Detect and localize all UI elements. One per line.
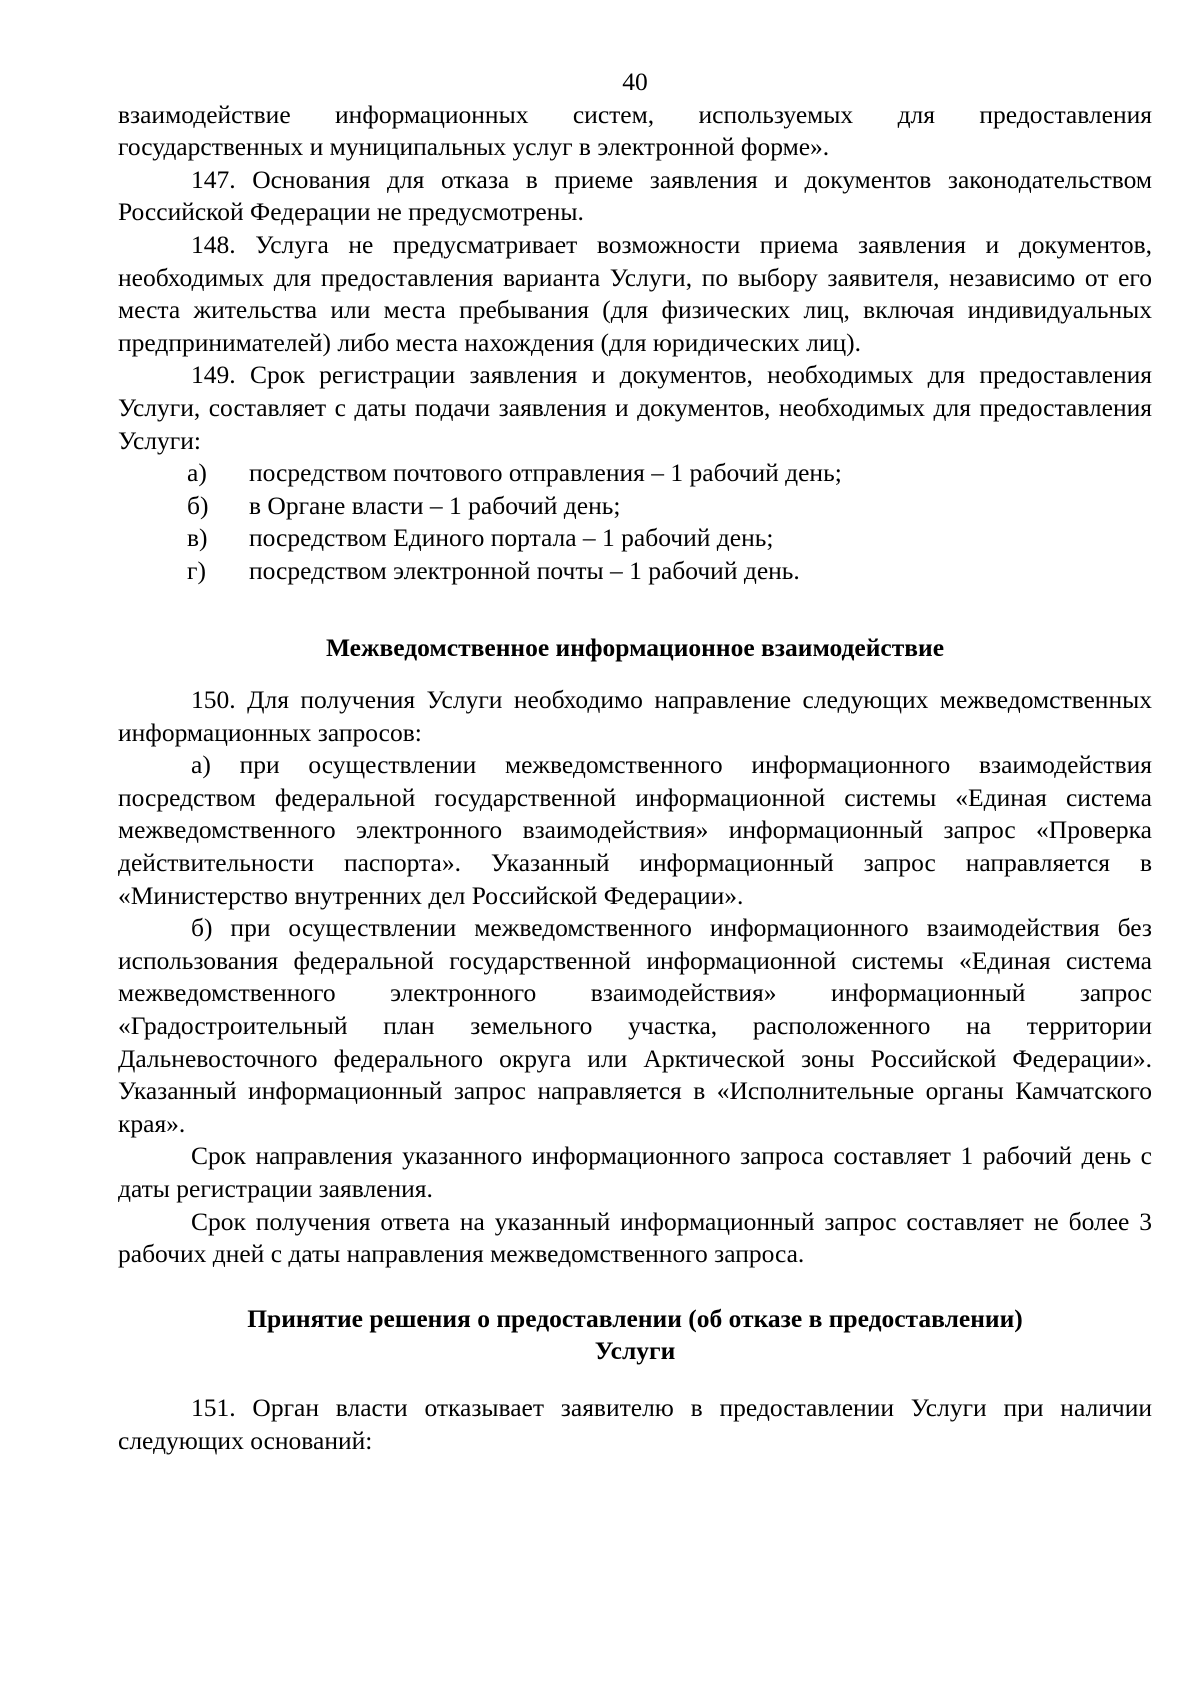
paragraph-150-response-term: Срок получения ответа на указанный информационный запрос составляет не более 3 рабочих дней с даты направления межведомственного запроса. — [118, 1206, 1152, 1269]
list-item-text: посредством Единого портала – 1 рабочий день; — [249, 523, 774, 553]
list-item-149-a — [118, 457, 1152, 490]
list-item-149-b — [118, 490, 1152, 523]
list-marker: в) — [187, 523, 208, 553]
paragraph-150-request-term: Срок направления указанного информационного запроса составляет 1 рабочий день с даты регистрации заявления. — [118, 1141, 1152, 1203]
list-marker: б) — [187, 490, 209, 520]
paragraph-146-continuation: взаимодействие информационных систем, используемых для предоставления государственных и муниципальных услуг в электронной форме». — [118, 99, 1152, 162]
page-number: 40 — [622, 67, 648, 96]
list-item-text: посредством электронной почты – 1 рабочий день. — [249, 555, 800, 585]
list-marker: а) — [187, 458, 207, 488]
section-heading-interagency: Межведомственное информационное взаимодействие — [325, 632, 945, 662]
paragraph-150: 150. Для получения Услуги необходимо направление следующих межведомственных информационных запросов: — [118, 685, 1152, 747]
section-heading-decision-line2: Услуги — [594, 1336, 676, 1366]
paragraph-149: 149. Срок регистрации заявления и документов, необходимых для предоставления Услуги, составляет с даты подачи заявления и документов, необходимых для предоставления Услуги: — [118, 360, 1152, 455]
section-heading-decision — [118, 1303, 1152, 1368]
section-heading-decision-line1: Принятие решения о предоставлении (об отказе в предоставлении) — [247, 1303, 1023, 1333]
paragraph-150-b: б) при осуществлении межведомственного информационного взаимодействия без использования федеральной государственной информационной системы «Единая система межведомственного электронного взаимодействия» информационный запрос «Градостроительный план земельного участка, расположенного на территории Дальневосточного федерального округа или Арктической зоны Российской Федерации». Указанный информационный запрос направляется в «Исполнительные органы Камчатского края». — [118, 913, 1152, 1138]
paragraph-151: 151. Орган власти отказывает заявителю в предоставлении Услуги при наличии следующих оснований: — [118, 1392, 1152, 1455]
document-page — [118, 66, 1152, 1457]
list-item-149-v — [118, 522, 1152, 555]
list-item-text: в Органе власти – 1 рабочий день; — [249, 490, 621, 520]
list-item-text: посредством почтового отправления – 1 рабочий день; — [249, 458, 842, 488]
paragraph-147: 147. Основания для отказа в приеме заявления и документов законодательством Российской Федерации не предусмотрены. — [118, 164, 1152, 227]
paragraph-150-a: а) при осуществлении межведомственного информационного взаимодействия посредством федеральной государственной информационной системы «Единая система межведомственного электронного взаимодействия» информационный запрос «Проверка действительности паспорта». Указанный информационный запрос направляется в «Министерство внутренних дел Российской Федерации». — [118, 750, 1152, 910]
list-marker: г) — [187, 555, 206, 585]
paragraph-148: 148. Услуга не предусматривает возможности приема заявления и документов, необходимых для предоставления варианта Услуги, по выбору заявителя, независимо от его места жительства или места пребывания (для физических лиц, включая индивидуальных предпринимателей) либо места нахождения (для юридических лиц). — [118, 229, 1152, 357]
list-item-149-g — [118, 555, 1152, 588]
